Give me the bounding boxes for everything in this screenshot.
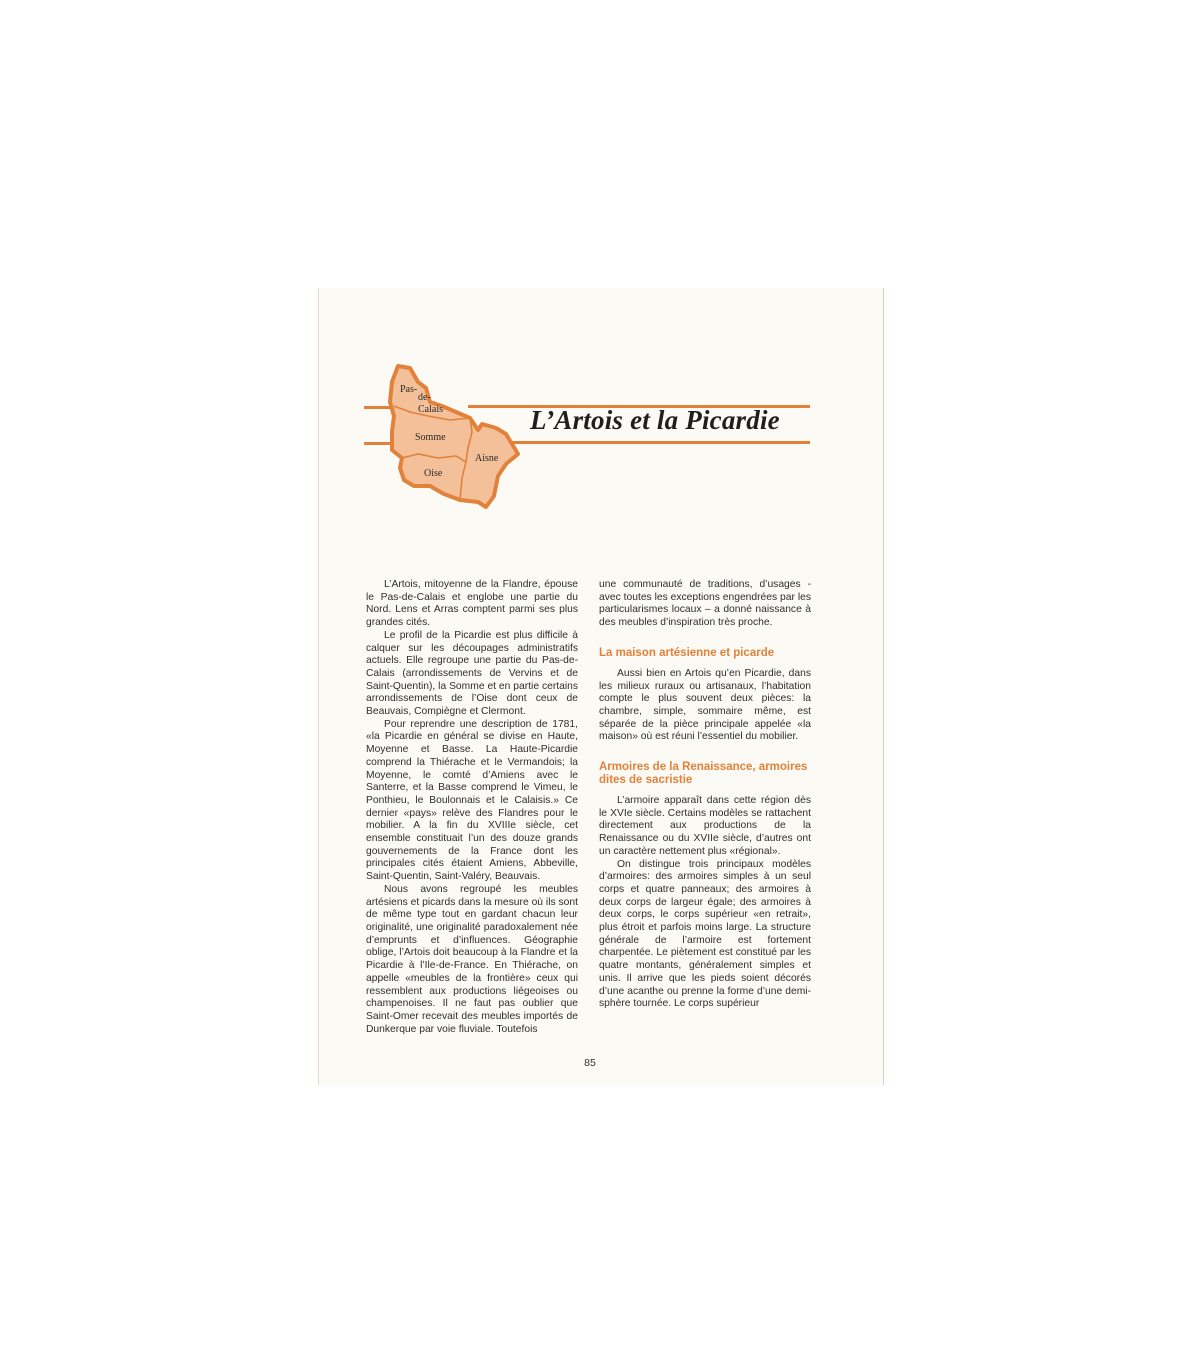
left-paragraph-1: L’Artois, mitoyenne de la Flandre, épouse le Pas-de-Calais et englobe une partie du Nord. Lens et Arras comptent parmi ses plus grandes cités. <box>366 579 578 629</box>
map-label-de: de- <box>418 392 431 403</box>
left-paragraph-3: Pour reprendre une description de 1781, «la Picardie en général se divise en Haute, Moyenne et Basse. La Haute-Picardie comprend la Thiérache et le Vermandois; la Moyenne, le comté d’Amiens avec le Santerre, et la Basse comprend le Vimeu, le Ponthieu, le Boulonnais et le Calaisis.» Ce dernier «pays» relève des Flandres pour le mobilier. A la fin du XVIIIe siècle, cet ensemble constituait l’un des douze grands gouvernements de la France dont les principales cités étaient Amiens, Abbeville, Saint-Quentin, Saint-Valéry, Beauvais. <box>366 718 578 883</box>
right-column <box>599 579 811 1011</box>
armoires-paragraph-1: L’armoire apparaît dans cette région dès le XVIe siècle. Certains modèles se rattachent directement aux productions de la Renaissance ou du XVIIe siècle, d’autres ont un caractère nettement plus «régional». <box>599 795 811 857</box>
stripe-left-top <box>364 406 392 409</box>
chapter-title: L’Artois et la Picardie <box>530 405 780 435</box>
section-heading-armoires: Armoires de la Renaissance, armoires dites de sacristie <box>599 761 808 787</box>
region-map <box>360 362 820 512</box>
left-paragraph-2: Le profil de la Picardie est plus difficile à calquer sur les découpages administratifs actuels. Elle regroupe une partie du Pas-de-Calais (arrondissements de Vervins et de Saint-Quentin), la Somme et en partie certains arrondissements de l’Oise dont ceux de Beauvais, Compiègne et Clermont. <box>366 629 578 718</box>
map-label-calais: Calais <box>418 404 443 415</box>
right-intro-paragraph: une communauté de traditions, d’usages - avec toutes les exceptions engendrées par les particularismes locaux – a donné naissance à des meubles d’inspiration très proche. <box>599 579 811 629</box>
maison-paragraph-1: Aussi bien en Artois qu’en Picardie, dans les milieux ruraux ou artisanaux, l’habitation compte le plus souvent deux pièces: la chambre, simple, sommaire même, est séparée de la pièce principale appelée «la maison» où est réuni l’essentiel du mobilier. <box>599 667 811 743</box>
map-label-aisne: Aisne <box>475 453 499 464</box>
map-label-somme: Somme <box>415 432 446 443</box>
left-column <box>366 579 578 1036</box>
section-heading-maison: La maison artésienne et picarde <box>599 646 775 659</box>
map-label-pas: Pas- <box>400 384 418 395</box>
left-paragraph-4: Nous avons regroupé les meubles artésiens et picards dans la mesure où ils sont de même type tout en gardant chacun leur originalité, une originalité paradoxalement née d’emprunts et d’influences. Géographie oblige, l’Artois doit beaucoup à la Flandre et la Picardie à l’Ile-de-France. En Thiérache, on appelle «meubles de la frontière» ceux qui ressemblent aux productions liégeoises ou champenoises. Il ne faut pas oublier que Saint-Omer recevait des meubles importés de Dunkerque par voie fluviale. Toutefois <box>366 883 578 1035</box>
map-label-oise: Oise <box>424 468 443 479</box>
stripe-right-bottom <box>510 441 810 444</box>
armoires-paragraph-2: On distingue trois principaux modèles d’armoires: des armoires simples à un seul corps et quatre panneaux; des armoires à deux corps de largeur égale; des armoires à deux corps, le corps supérieur «en retrait», plus étroit et parfois moins large. La structure générale de l’armoire est fortement charpentée. Le piètement est constitué par les quatre montants, généralement simples et unis. Il arrive que les pieds soient décorés d’une acanthe ou prenne la forme d’une demi-sphère tournée. Le corps supérieur <box>599 858 811 1010</box>
page-number: 85 <box>584 1057 596 1069</box>
